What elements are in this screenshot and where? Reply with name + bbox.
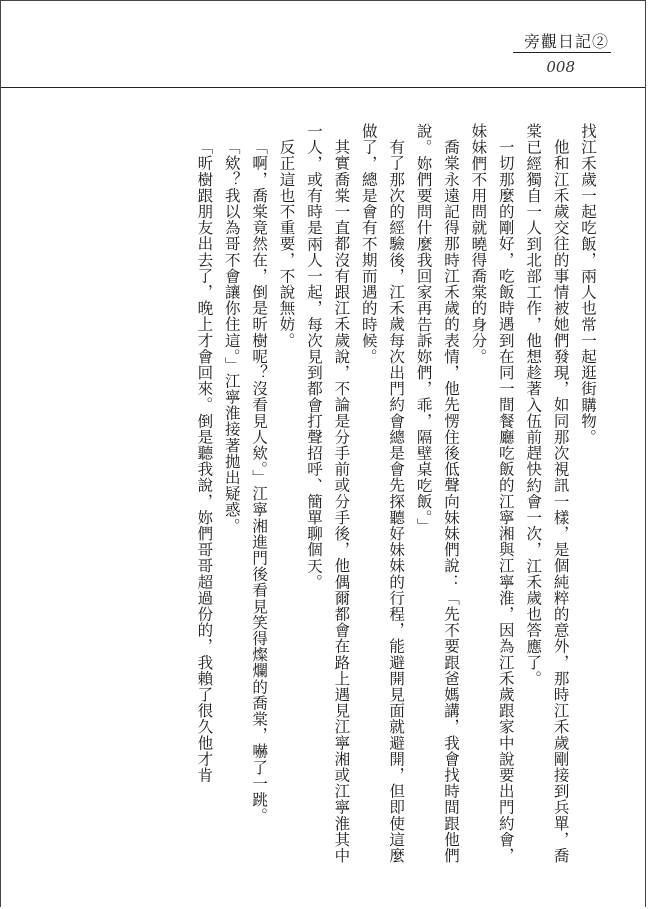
dialogue-paragraph: 「啊，喬棠竟然在，倒是昕樹呢？沒看見人欸。」江寧湘進門後看見笑得燦爛的喬棠，嚇了一跳。 — [250, 138, 269, 824]
paragraph: 一切那麼的剛好，吃飯時遇到在同一間餐廳吃飯的江寧湘與江寧淮，因為江禾歲跟家中說要出門約會，妹妹們不用問就曉得喬棠的身分。 — [469, 123, 515, 863]
vertical-text-body — [41, 123, 601, 863]
paragraph: 有了那次的經驗後，江禾歲每次出門約會總是會先探聽好妹妹的行程，能避開見面就避開，但即使這麼做了，總是會有不期而遇的時候。 — [359, 123, 406, 863]
paragraph: 其實喬棠一直都沒有跟江禾歲說，不論是分手前或分手後，他偶爾都會在路上遇見江寧湘或江寧淮其中一人，或有時是兩人一起，每次見到都會打聲招呼、簡單聊個天。 — [304, 123, 351, 863]
title-underline — [513, 52, 611, 53]
page-number: 008 — [546, 58, 575, 76]
page-header — [1, 1, 645, 88]
paragraph: 喬棠永遠記得那時江禾歲的表情，他先愣住後低聲向妹妹們說：「先不要跟爸媽講，我會找時間跟他們說。妳們要問什麼我回家再告訴妳們，乖，隔壁桌吃飯。」 — [414, 123, 460, 863]
paragraph: 找江禾歲一起吃飯，兩人也常一起逛街購物。 — [579, 123, 597, 445]
dialogue-paragraph: 「昕樹跟朋友出去了，晚上才會回來。倒是聽我說，妳們哥哥超過份的，我賴了很久他才肯 — [195, 138, 214, 783]
paragraph: 他和江禾歲交往的事情被她們發現，如同那次視訊一樣，是個純粹的意外，那時江禾歲剛接到兵單，喬棠已經獨自一人到北部工作，他想趁著入伍前趕快約會一次，江禾歲也答應了。 — [524, 123, 570, 863]
dialogue-paragraph: 「欸？我以為哥不會讓你住這。」江寧淮接著拋出疑惑。 — [222, 138, 241, 534]
paragraph: 反正這也不重要，不說無妨。 — [277, 138, 296, 348]
book-title: 旁觀日記② — [523, 32, 609, 51]
